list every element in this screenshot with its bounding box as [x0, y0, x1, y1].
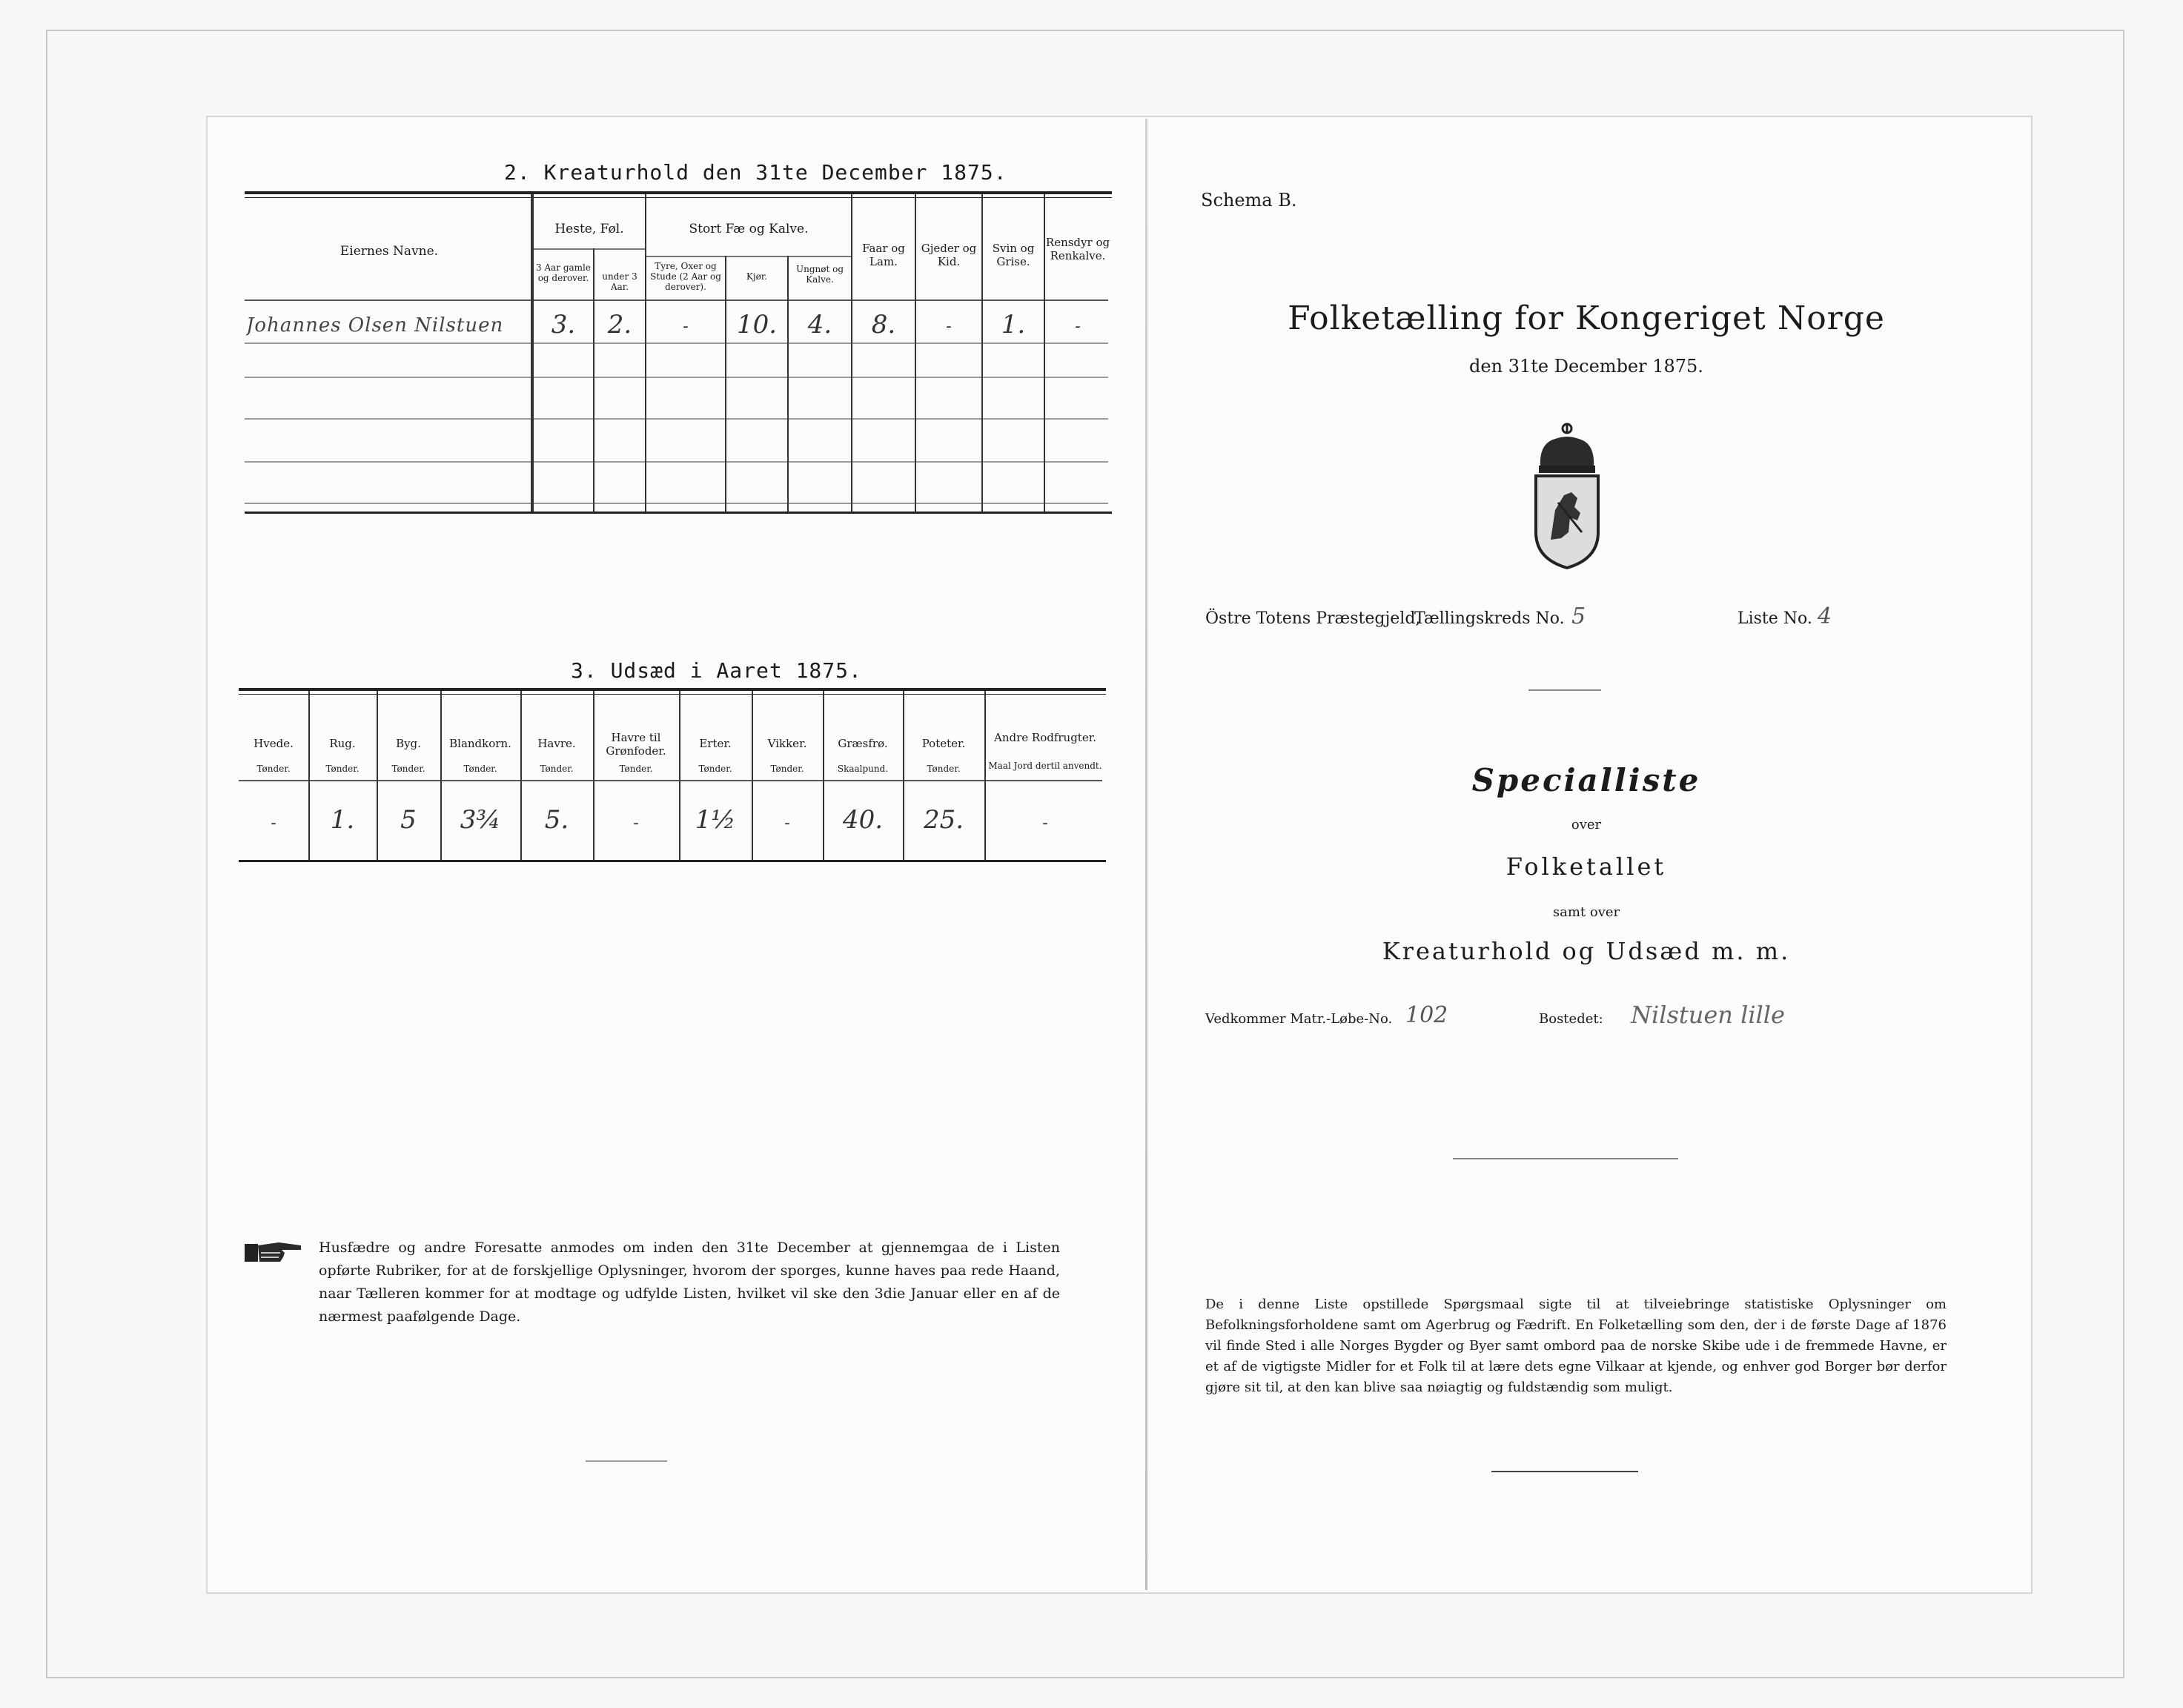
main-title: Folketælling for Kongeriget Norge: [1288, 299, 1885, 337]
sowing-col-name: Vikker.: [767, 737, 807, 750]
sowing-value: -: [271, 814, 276, 833]
page-fold: [1145, 119, 1147, 1590]
kreds-label: Tællingskreds No.: [1414, 609, 1565, 628]
kreaturhold-title: Kreaturhold og Udsæd m. m.: [1382, 937, 1791, 965]
sowing-col-sep-5: [593, 691, 594, 860]
sowing-table-top-rule: [239, 688, 1106, 691]
sowing-col-name: Erter.: [699, 737, 732, 750]
sowing-col-unit: Tønder.: [540, 764, 574, 774]
sowing-col-name: Poteter.: [921, 737, 966, 750]
folketallet-title: Folketallet: [1505, 853, 1667, 881]
sowing-col-unit: Tønder.: [927, 764, 961, 774]
date-line: den 31te December 1875.: [1469, 356, 1703, 377]
sowing-value: 3¾: [460, 805, 501, 835]
bulls-value: -: [683, 317, 689, 336]
horses-young-value: 2.: [607, 310, 632, 340]
sheep-header: Faar og Lam.: [862, 242, 905, 268]
parish-label: Östre Totens Præstegjeld,: [1205, 609, 1421, 628]
sowing-col-sep-10: [984, 691, 986, 860]
pointing-hand-icon: [243, 1237, 304, 1266]
bostedet-label: Bostedet:: [1539, 1011, 1603, 1027]
livestock-row-rule-1: [245, 342, 1108, 344]
sheep-value: 8.: [871, 310, 896, 340]
matr-label: Vedkommer Matr.-Løbe-No.: [1205, 1011, 1393, 1027]
reindeer-value: -: [1075, 317, 1081, 336]
sowing-value: 1½: [695, 805, 736, 835]
sowing-col-unit: Tønder.: [770, 764, 804, 774]
samt-over-label: samt over: [1552, 904, 1620, 920]
horses-young-header: under 3 Aar.: [602, 271, 637, 292]
sowing-value: 25.: [923, 805, 964, 835]
sowing-col-sep-7: [752, 691, 753, 860]
goats-value: -: [946, 317, 952, 336]
livestock-row-rule-5: [245, 503, 1108, 504]
sowing-col-unit: Tønder.: [619, 764, 653, 774]
cattle-group-header: Stort Fæ og Kalve.: [689, 222, 809, 236]
liste-value: 4: [1818, 603, 1832, 629]
horses-old-header: 3 Aar gamle og derover.: [536, 262, 591, 283]
livestock-header-bottom-rule: [245, 299, 1108, 301]
horses-group-header: Heste, Føl.: [554, 222, 624, 236]
sowing-col-unit: Skaalpund.: [837, 764, 889, 774]
young-cattle-header: Ungnøt og Kalve.: [795, 264, 844, 285]
sowing-value: -: [784, 814, 790, 833]
young-cattle-value: 4.: [807, 310, 832, 340]
sowing-value: -: [1042, 814, 1048, 833]
goats-header: Gjeder og Kid.: [921, 242, 977, 268]
reindeer-header: Rensdyr og Renkalve.: [1045, 236, 1110, 262]
sowing-col-name: Byg.: [396, 737, 421, 750]
sowing-header-bottom-rule: [239, 780, 1102, 781]
livestock-title: 2. Kreaturhold den 31te December 1875.: [504, 160, 1007, 185]
specialliste-title: Specialliste: [1471, 762, 1701, 798]
livestock-col-sep-4: [787, 256, 789, 512]
horses-old-value: 3.: [551, 310, 576, 340]
sowing-value: 1.: [330, 805, 355, 835]
sowing-table-bottom-rule: [239, 860, 1106, 862]
bulls-header: Tyre, Oxer og Stude (2 Aar og derover).: [650, 261, 721, 292]
kreds-value: 5: [1571, 603, 1586, 629]
liste-label: Liste No.: [1738, 609, 1812, 628]
sowing-value: 40.: [842, 805, 884, 835]
owner-name-value: Johannes Olsen Nilstuen: [246, 314, 504, 337]
sowing-col-unit: Tønder.: [325, 764, 360, 774]
sowing-col-name: Havre til Grønfoder.: [606, 731, 666, 758]
sowing-col-name: Andre Rodfrugter.: [993, 731, 1097, 744]
notice-text: Husfædre og andre Foresatte anmodes om inden den 31te December at gjennemgaa de i Listen opførte Rubriker, for at de forskjellige Oplysninger, hvorom der sporges, kunne haves paa rede Haand, naar Tælleren kommer for at modtage og udfylde Listen, hvilket vil ske den 3die Januar eller en af de nærmest paafølgende Dage.: [319, 1239, 1060, 1325]
livestock-row-rule-2: [245, 377, 1108, 378]
sowing-col-name: Hvede.: [254, 737, 294, 750]
sowing-col-unit: Tønder.: [256, 764, 291, 774]
livestock-row-rule-4: [245, 461, 1108, 463]
livestock-row-rule-3: [245, 418, 1108, 420]
footer-text: De i denne Liste opstillede Spørgsmaal sigte til at tilveiebringe statistiske Oplysninger om Befolkningsforholdene samt om Agerbrug og Fædrift. En Folketælling som den, der i de første Dage af 1876 vil finde Sted i alle Norges Bygder og Byer samt ombord paa de norske Skibe ude i de fremmede Havne, er et af de vigtigste Midler for et Folk til at lære dets egne Vilkaar at kjende, og enhver god Borger bør derfor gjøre sit til, at den kan blive saa nøiagtig og fuldstændig som muligt.: [1205, 1297, 1947, 1395]
schema-label: Schema B.: [1201, 190, 1297, 211]
sowing-col-name: Græsfrø.: [838, 737, 888, 750]
sowing-col-unit: Maal Jord dertil anvendt.: [988, 761, 1102, 771]
sowing-col-name: Blandkorn.: [449, 737, 511, 750]
sowing-value: 5: [400, 805, 417, 835]
pigs-header: Svin og Grise.: [992, 242, 1035, 268]
bostedet-value: Nilstuen lille: [1631, 1001, 1785, 1029]
sowing-title: 3. Udsæd i Aaret 1875.: [571, 658, 862, 683]
sowing-col-unit: Tønder.: [463, 764, 497, 774]
livestock-col-sep-0: [531, 194, 534, 512]
right-dash-2: [1453, 1158, 1678, 1159]
sowing-col-name: Rug.: [329, 737, 356, 750]
livestock-group-rule-cattle: [645, 256, 851, 257]
right-dash-3: [1491, 1471, 1638, 1472]
left-bottom-dash: [586, 1460, 667, 1462]
right-dash-1: [1528, 689, 1601, 691]
sowing-value: 5.: [544, 805, 569, 835]
over-label: over: [1571, 817, 1602, 833]
livestock-group-rule-horses: [532, 248, 645, 250]
sowing-col-name: Havre.: [537, 737, 576, 750]
matr-value: 102: [1405, 1002, 1448, 1028]
pigs-value: 1.: [1001, 310, 1026, 340]
sowing-col-unit: Tønder.: [698, 764, 732, 774]
cows-header: Kjør.: [746, 271, 768, 282]
sowing-col-unit: Tønder.: [391, 764, 425, 774]
livestock-table-bottom-rule: [245, 512, 1112, 514]
coat-of-arms-icon: [1526, 421, 1609, 569]
cows-value: 10.: [736, 310, 778, 340]
livestock-col-sep-2: [645, 194, 646, 512]
livestock-col-sep-3: [725, 256, 726, 512]
sowing-value: -: [633, 814, 639, 833]
sowing-table-top-rule-thin: [239, 694, 1106, 695]
owner-header: Eiernes Navne.: [339, 244, 439, 259]
